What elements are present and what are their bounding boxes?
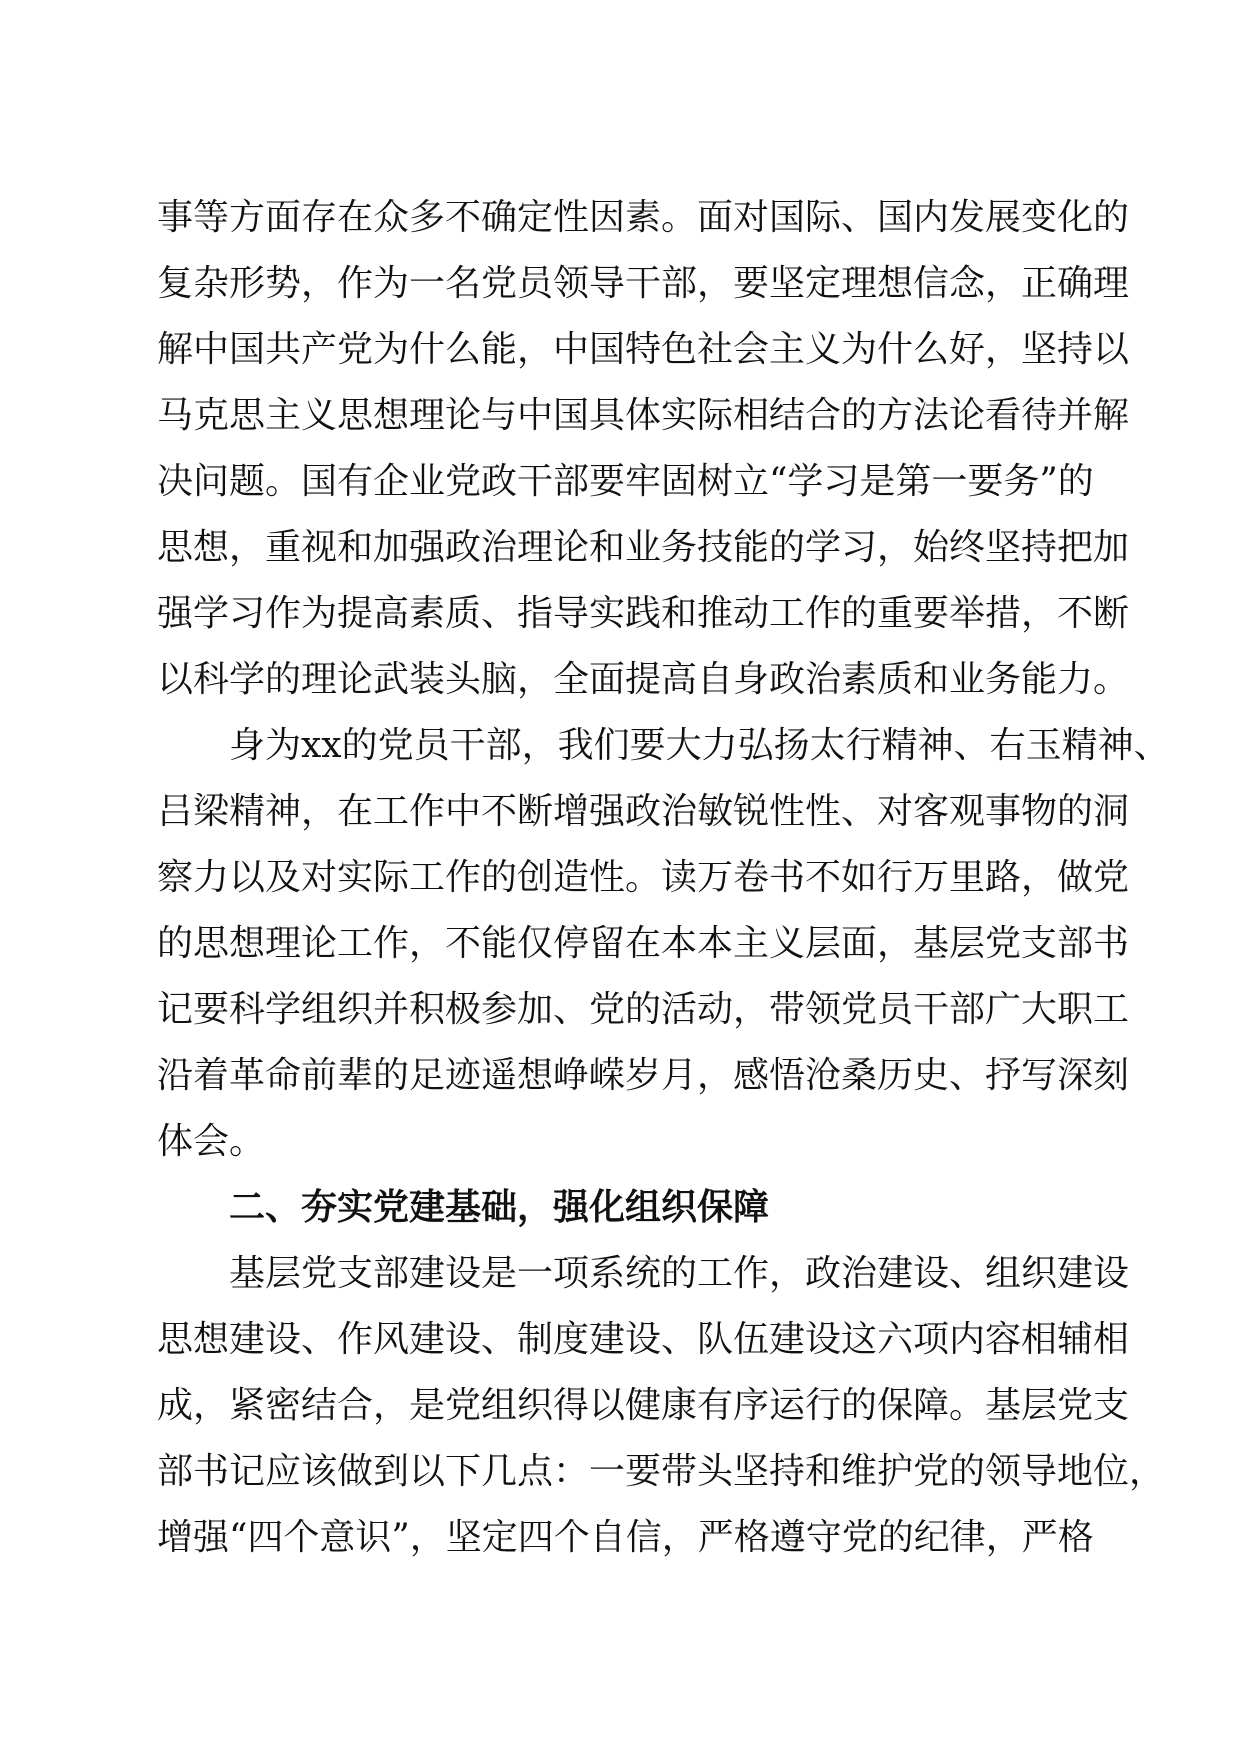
paragraph-2-line-2: 吕梁精神，在工作中不断增强政治敏锐性性、对客观事物的洞 xyxy=(157,791,1130,832)
paragraph-2-line-3: 察力以及对实际工作的创造性。读万卷书不如行万里路，做党 xyxy=(157,857,1130,898)
paragraph-1-line-7: 强学习作为提高素质、指导实践和推动工作的重要举措，不断 xyxy=(157,593,1130,634)
paragraph-1-line-4: 马克思主义思想理论与中国具体实际相结合的方法论看待并解 xyxy=(157,395,1130,436)
paragraph-1-line-2: 复杂形势，作为一名党员领导干部，要坚定理想信念，正确理 xyxy=(157,263,1130,304)
paragraph-3-line-4: 部书记应该做到以下几点：一要带头坚持和维护党的领导地位， xyxy=(157,1451,1166,1492)
document-body xyxy=(157,185,1170,1571)
paragraph-3-line-1: 基层党支部建设是一项系统的工作，政治建设、组织建设 xyxy=(229,1253,1130,1294)
paragraph-2-line-4: 的思想理论工作，不能仅停留在本本主义层面，基层党支部书 xyxy=(157,923,1130,964)
paragraph-1-line-6: 思想，重视和加强政治理论和业务技能的学习，始终坚持把加 xyxy=(157,527,1130,568)
paragraph-1-line-3: 解中国共产党为什么能，中国特色社会主义为什么好，坚持以 xyxy=(157,329,1130,370)
paragraph-3-line-2: 思想建设、作风建设、制度建设、队伍建设这六项内容相辅相 xyxy=(157,1319,1130,1360)
paragraph-1-line-1: 事等方面存在众多不确定性因素。面对国际、国内发展变化的 xyxy=(157,197,1130,238)
paragraph-2-line-5: 记要科学组织并积极参加、党的活动，带领党员干部广大职工 xyxy=(157,989,1130,1030)
paragraph-1-line-8: 以科学的理论武装头脑，全面提高自身政治素质和业务能力。 xyxy=(157,659,1130,700)
paragraph-1-line-5: 决问题。国有企业党政干部要牢固树立“学习是第一要务”的 xyxy=(157,461,1094,502)
section-heading: 二、夯实党建基础，强化组织保障 xyxy=(229,1187,770,1228)
paragraph-2-line-6: 沿着革命前辈的足迹遥想峥嵘岁月，感悟沧桑历史、抒写深刻 xyxy=(157,1055,1130,1096)
paragraph-2-line-7: 体会。 xyxy=(157,1121,266,1162)
paragraph-3-line-5: 增强“四个意识”，坚定四个自信，严格遵守党的纪律，严格 xyxy=(157,1517,1094,1558)
paragraph-2-line-1: 身为xx的党员干部，我们要大力弘扬太行精神、右玉精神、 xyxy=(229,725,1170,766)
paragraph-3-line-3: 成，紧密结合，是党组织得以健康有序运行的保障。基层党支 xyxy=(157,1385,1130,1426)
